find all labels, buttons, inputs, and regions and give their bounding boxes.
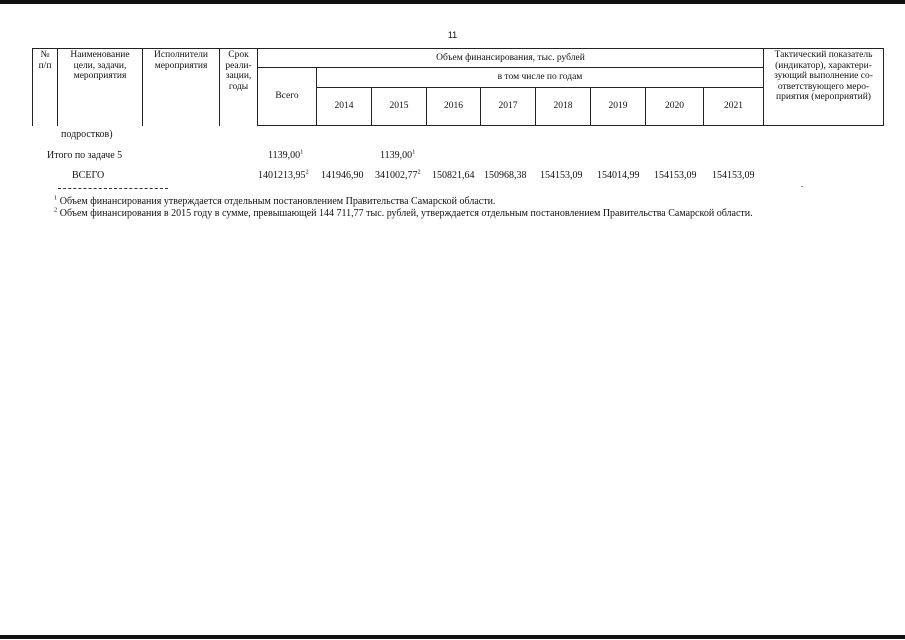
year-2020: 2020 xyxy=(646,88,704,126)
task5-label: Итого по задаче 5 xyxy=(47,150,123,161)
grand-2014: 141946,90 xyxy=(321,170,364,181)
grand-2019: 154014,99 xyxy=(597,170,640,181)
year-2018: 2018 xyxy=(536,88,591,126)
header-name: Наименование цели, задачи, мероприятия xyxy=(58,49,143,126)
grand-total: 1401213,95$^2$ xyxy=(258,168,309,181)
header-executors: Исполнители мероприятия xyxy=(143,49,220,126)
grand-2017: 150968,38 xyxy=(484,170,527,181)
header-num: № п/п xyxy=(33,49,58,126)
page-number: 11 xyxy=(447,30,458,40)
grand-2015: 341002,77$^2$ xyxy=(375,168,421,181)
scan-speck xyxy=(801,186,803,187)
task5-2015: 1139,00$^1$ xyxy=(380,148,416,161)
header-by-years: в том числе по годам xyxy=(317,68,764,88)
footnote-2: $^2$ Объем финансирования в 2015 году в сумме, превышающей 144 711,77 тыс. рублей, утверждается отдельным постановлением Правительства Самарской области. xyxy=(54,206,753,219)
grand-2016: 150821,64 xyxy=(432,170,475,181)
year-2019: 2019 xyxy=(591,88,646,126)
grand-2021: 154153,09 xyxy=(712,170,755,181)
header-term: Срок реали- зации, годы xyxy=(220,49,258,126)
year-2017: 2017 xyxy=(481,88,536,126)
year-2014: 2014 xyxy=(317,88,372,126)
financing-table-header xyxy=(32,48,884,126)
header-indicator: Тактический показатель (индикатор), характери- зующий выполнение со- ответствующего меро- приятия (мероприятий) xyxy=(764,49,884,126)
task5-total: 1139,00$^1$ xyxy=(268,148,304,161)
continuation-text: подростков) xyxy=(61,129,113,140)
bottom-border xyxy=(0,635,905,639)
year-2015: 2015 xyxy=(372,88,427,126)
header-volume: Объем финансирования, тыс. рублей xyxy=(258,49,764,68)
header-total: Всего xyxy=(258,68,317,126)
grand-2018: 154153,09 xyxy=(540,170,583,181)
grand-total-label: ВСЕГО xyxy=(72,170,105,181)
footnote-separator xyxy=(58,188,168,189)
grand-2020: 154153,09 xyxy=(654,170,697,181)
top-border xyxy=(0,0,905,4)
footnote-1: $^1$ Объем финансирования утверждается отдельным постановлением Правительства Самарской области. xyxy=(54,194,496,207)
year-2016: 2016 xyxy=(427,88,481,126)
year-2021: 2021 xyxy=(704,88,764,126)
